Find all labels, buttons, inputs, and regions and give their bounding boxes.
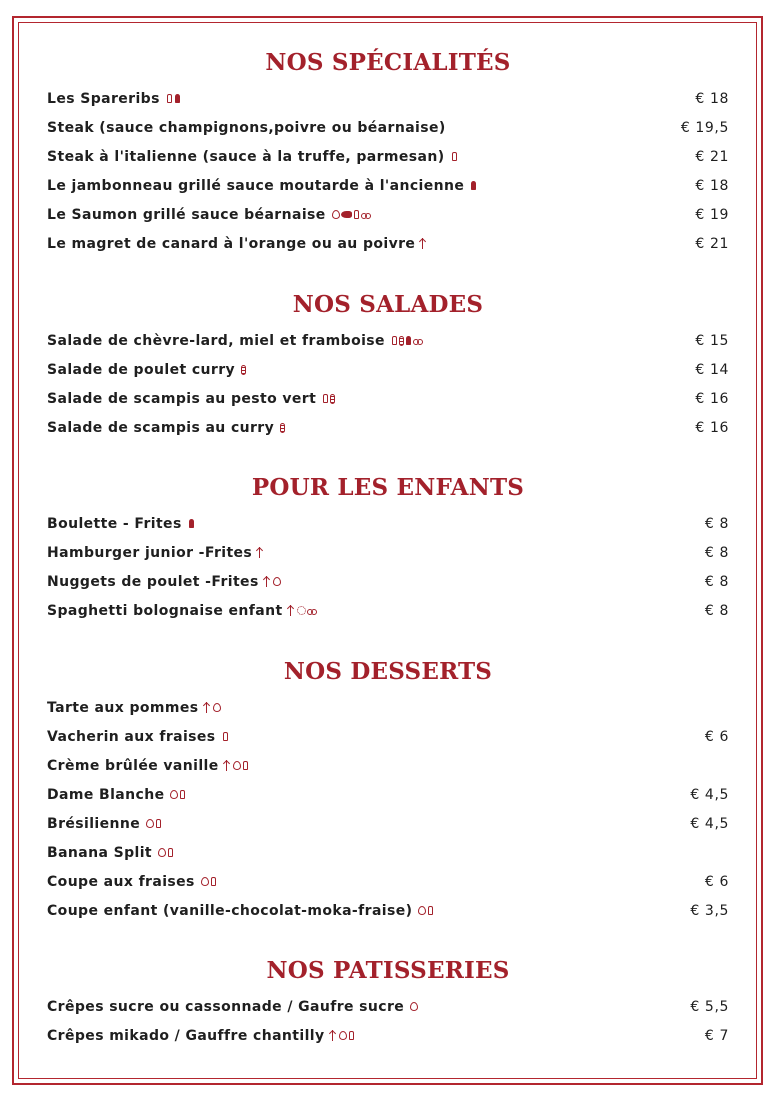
milk-bottle-icon xyxy=(323,394,328,403)
wheat-icon xyxy=(290,605,295,616)
menu-section xyxy=(47,474,729,625)
milk-bottle-icon xyxy=(349,1031,354,1040)
menu-item-name: Coupe enfant (vanille-chocolat-moka-fraise) xyxy=(47,902,413,919)
menu-item-price: € 6 xyxy=(704,728,729,745)
menu-item-price: € 3,5 xyxy=(690,902,729,919)
allergen-icons xyxy=(289,605,317,616)
menu-item xyxy=(47,722,729,751)
menu-item xyxy=(47,142,729,171)
menu-item-name-wrap xyxy=(47,1028,355,1044)
allergen-icons xyxy=(258,547,265,558)
menu-item-name: Crêpes mikado / Gauffre chantilly xyxy=(47,1027,325,1044)
menu-item-price: € 4,5 xyxy=(690,786,729,803)
menu-item xyxy=(47,809,729,838)
menu-item-name-wrap xyxy=(47,999,418,1015)
menu-item-price: € 21 xyxy=(695,235,729,252)
menu-item xyxy=(47,596,729,625)
milk-bottle-icon xyxy=(243,761,248,770)
menu-item-name: Brésilienne xyxy=(47,815,141,832)
menu-item-price: € 16 xyxy=(695,419,729,436)
menu-item-name: Spaghetti bolognaise enfant xyxy=(47,602,283,619)
menu-item xyxy=(47,509,729,538)
menu-item-price: € 8 xyxy=(704,573,729,590)
menu-item xyxy=(47,896,729,925)
egg-icon xyxy=(213,703,221,712)
menu-item-name-wrap xyxy=(47,729,229,745)
celery-icon xyxy=(280,423,285,433)
menu-item-name: Hamburger junior -Frites xyxy=(47,544,253,561)
wheat-icon xyxy=(422,238,427,249)
wheat-icon xyxy=(259,547,264,558)
menu-item-name-wrap xyxy=(47,903,434,919)
milk-bottle-icon xyxy=(428,906,433,915)
menu-item xyxy=(47,780,729,809)
menu-item xyxy=(47,413,729,442)
menu-item-price: € 8 xyxy=(704,544,729,561)
milk-bottle-icon xyxy=(392,336,397,345)
egg-icon xyxy=(418,906,426,915)
menu-item-name-wrap xyxy=(47,207,371,223)
menu-item-price: € 8 xyxy=(704,515,729,532)
menu-item xyxy=(47,229,729,258)
milk-bottle-icon xyxy=(167,94,172,103)
allergen-icons xyxy=(188,519,195,528)
milk-bottle-icon xyxy=(168,848,173,857)
menu-item-name: Banana Split xyxy=(47,844,153,861)
menu-item-name: Dame Blanche xyxy=(47,786,165,803)
allergen-icons xyxy=(322,394,335,404)
menu-item-name: Nuggets de poulet -Frites xyxy=(47,573,259,590)
section-title: NOS DESSERTS xyxy=(283,658,493,685)
milk-bottle-icon xyxy=(156,819,161,828)
menu-item-price: € 16 xyxy=(695,390,729,407)
menu-item-name-wrap xyxy=(47,758,249,774)
egg-icon xyxy=(273,577,281,586)
sauce-bottle-icon xyxy=(471,181,476,190)
wheat-icon xyxy=(332,1030,337,1041)
menu-item-name: Salade de poulet curry xyxy=(47,361,236,378)
menu-item-name: Le jambonneau grillé sauce moutarde à l'ancienne xyxy=(47,177,465,194)
menu-section xyxy=(47,291,729,442)
allergen-icons xyxy=(166,94,181,103)
egg-icon xyxy=(339,1031,347,1040)
allergen-icons xyxy=(421,238,428,249)
menu-item-price: € 14 xyxy=(695,361,729,378)
menu-item-price: € 21 xyxy=(695,148,729,165)
menu-item-name-wrap xyxy=(47,516,195,532)
menu-item-name: Coupe aux fraises xyxy=(47,873,195,890)
menu-section xyxy=(47,957,729,1050)
menu-item xyxy=(47,992,729,1021)
celery-icon xyxy=(399,336,404,346)
menu-item-name-wrap xyxy=(47,120,446,136)
menu-section xyxy=(47,49,729,258)
nuts-icon xyxy=(413,336,423,345)
wheat-icon xyxy=(266,576,271,587)
celery-icon xyxy=(241,365,246,375)
menu-item-name-wrap xyxy=(47,545,265,561)
menu-item-price: € 8 xyxy=(704,602,729,619)
milk-bottle-icon xyxy=(452,152,457,161)
menu-item xyxy=(47,693,729,722)
menu-item-price: € 19,5 xyxy=(680,119,729,136)
wheat-icon xyxy=(206,702,211,713)
menu-item-name: Le magret de canard à l'orange ou au poivre xyxy=(47,235,416,252)
allergen-icons xyxy=(170,790,186,799)
menu-item-name-wrap xyxy=(47,816,162,832)
section-title: NOS SALADES xyxy=(292,291,484,318)
menu-item-name-wrap xyxy=(47,178,477,194)
milk-bottle-icon xyxy=(354,210,359,219)
menu-item-name-wrap xyxy=(47,700,221,716)
menu-item-name-wrap xyxy=(47,236,428,252)
menu-item-name-wrap xyxy=(47,787,186,803)
menu-item-name: Salade de chèvre-lard, miel et framboise xyxy=(47,332,385,349)
menu-item xyxy=(47,355,729,384)
menu-item-name-wrap xyxy=(47,149,458,165)
sauce-bottle-icon xyxy=(175,94,180,103)
section-title: NOS SPÉCIALITÉS xyxy=(265,49,511,76)
menu-item xyxy=(47,384,729,413)
menu-item-name-wrap xyxy=(47,603,317,619)
allergen-icons xyxy=(225,760,249,771)
menu-item-name-wrap xyxy=(47,420,285,436)
menu-item xyxy=(47,1021,729,1050)
menu-section xyxy=(47,658,729,925)
milk-bottle-icon xyxy=(180,790,185,799)
nuts-icon xyxy=(307,606,317,615)
allergen-icons xyxy=(205,702,221,713)
menu-item-price: € 15 xyxy=(695,332,729,349)
allergen-icons xyxy=(201,877,217,886)
menu-item-name: Salade de scampis au pesto vert xyxy=(47,390,317,407)
menu-item-name: Steak (sauce champignons,poivre ou béarnaise) xyxy=(47,119,446,136)
menu-item-name-wrap xyxy=(47,874,217,890)
menu-item xyxy=(47,171,729,200)
celery-icon xyxy=(330,394,335,404)
menu-item-price: € 5,5 xyxy=(690,998,729,1015)
allergen-icons xyxy=(391,336,423,346)
menu-item-name-wrap xyxy=(47,391,335,407)
menu-item-name-wrap xyxy=(47,845,174,861)
menu-item-name: Crêpes sucre ou cassonnade / Gaufre sucre xyxy=(47,998,405,1015)
menu-item xyxy=(47,567,729,596)
menu-item-name: Le Saumon grillé sauce béarnaise xyxy=(47,206,326,223)
menu-item xyxy=(47,84,729,113)
sauce-bottle-icon xyxy=(406,336,411,345)
menu-item-name-wrap xyxy=(47,91,181,107)
menu-item-name-wrap xyxy=(47,362,246,378)
allergen-icons xyxy=(332,210,371,219)
menu-item-name: Salade de scampis au curry xyxy=(47,419,275,436)
menu-item-name-wrap xyxy=(47,574,281,590)
allergen-icons xyxy=(158,848,174,857)
menu-item-price: € 6 xyxy=(704,873,729,890)
menu-item-name: Boulette - Frites xyxy=(47,515,182,532)
wheat-icon xyxy=(226,760,231,771)
menu-item-name: Tarte aux pommes xyxy=(47,699,199,716)
allergen-icons xyxy=(241,365,246,375)
milk-bottle-icon xyxy=(223,732,228,741)
egg-icon xyxy=(146,819,154,828)
menu-item-name: Vacherin aux fraises xyxy=(47,728,216,745)
egg-icon xyxy=(410,1002,418,1011)
allergen-icons xyxy=(222,732,229,741)
allergen-icons xyxy=(410,1002,418,1011)
menu-item-price: € 18 xyxy=(695,90,729,107)
allergen-icons xyxy=(451,152,458,161)
menu-item-name: Steak à l'italienne (sauce à la truffe, parmesan) xyxy=(47,148,445,165)
egg-icon xyxy=(332,210,340,219)
menu-item xyxy=(47,113,729,142)
allergen-icons xyxy=(331,1030,355,1041)
milk-bottle-icon xyxy=(211,877,216,886)
egg-icon xyxy=(170,790,178,799)
menu-item-name-wrap xyxy=(47,333,423,349)
crustacean-icon xyxy=(297,606,306,615)
menu-item-price: € 19 xyxy=(695,206,729,223)
menu-item xyxy=(47,326,729,355)
menu-item xyxy=(47,838,729,867)
menu-item xyxy=(47,538,729,567)
menu-item-name: Les Spareribs xyxy=(47,90,160,107)
allergen-icons xyxy=(418,906,434,915)
menu-item xyxy=(47,200,729,229)
menu-item-name: Crème brûlée vanille xyxy=(47,757,219,774)
menu-item-price: € 7 xyxy=(704,1027,729,1044)
allergen-icons xyxy=(265,576,281,587)
allergen-icons xyxy=(280,423,285,433)
menu-item xyxy=(47,751,729,780)
nuts-icon xyxy=(361,210,371,219)
menu-item-price: € 4,5 xyxy=(690,815,729,832)
egg-icon xyxy=(201,877,209,886)
allergen-icons xyxy=(146,819,162,828)
egg-icon xyxy=(233,761,241,770)
section-title: NOS PATISSERIES xyxy=(266,957,510,984)
menu-item xyxy=(47,867,729,896)
allergen-icons xyxy=(470,181,477,190)
sauce-bottle-icon xyxy=(189,519,194,528)
fish-icon xyxy=(341,211,352,218)
menu-item-price: € 18 xyxy=(695,177,729,194)
egg-icon xyxy=(158,848,166,857)
section-title: POUR LES ENFANTS xyxy=(251,474,525,501)
